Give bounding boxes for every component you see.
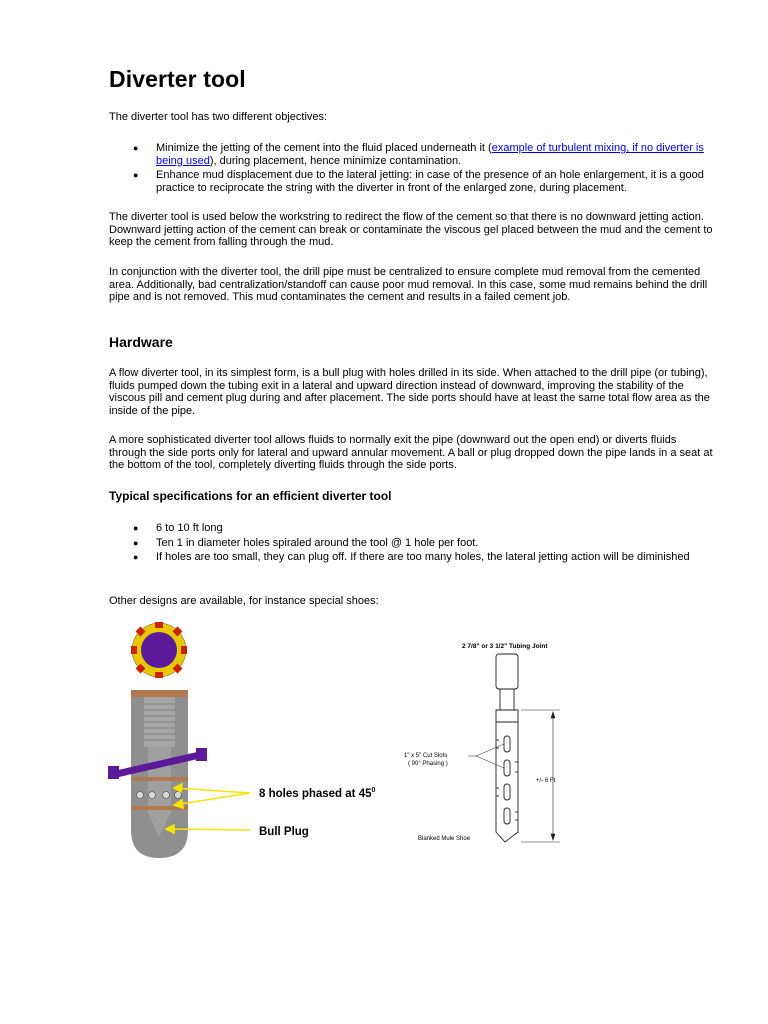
- bull-plug-label: Bull Plug: [259, 826, 309, 838]
- list-item: [109, 142, 714, 167]
- tubing-joint-outline: [496, 654, 518, 842]
- objective-text-end: ), during placement, hence minimize contamination.: [209, 154, 462, 167]
- paragraph: The diverter tool is used below the workstring to redirect the flow of the cement so that there is no downward jetting action. Downward jetting action of the cement can break or contaminate the viscous gel placed between the mud and the cement to keep the cement from falling through the mud.: [109, 211, 713, 249]
- section-heading: Hardware: [109, 334, 173, 350]
- length-dimension: [521, 710, 560, 842]
- holes-label: [259, 787, 376, 800]
- bullet-icon: ●: [133, 143, 139, 153]
- objective-text: Enhance mud displacement due to the lateral jetting: in case of the presence of an hole enlargement, it is a good practice to reciprocate the string with the diverter in front of the enlarged zone, during placement.: [156, 169, 704, 194]
- tool-body: [131, 690, 188, 858]
- list-item: [109, 551, 714, 564]
- objective-text-start: Minimize the jetting of the cement into the fluid placed underneath it (: [156, 142, 492, 154]
- paragraph: In conjunction with the diverter tool, the drill pipe must be centralized to ensure complete mud removal from the cemented area. Additionally, bad centralization/standoff can cause poor mud removal. In this case, some mud remains behind the drill pipe and is not removed. This mud contaminates the cement and results in a failed cement job.: [109, 266, 708, 304]
- subsection-heading: Typical specifications for an efficient diverter tool: [109, 489, 392, 503]
- mule-shoe-diagram: [400, 632, 600, 852]
- paragraph: A flow diverter tool, in its simplest form, is a bull plug with holes drilled in its side. When attached to the drill pipe (or tubing), fluids pumped down the tubing exit in a lateral and upward direction instead of downward, improving the stability of the viscous pill and cement plug during and after placement. The side ports should have at least the same total flow area as the inside of the pipe.: [109, 367, 710, 417]
- spec-text: Ten 1 in diameter holes spiraled around the tool @ 1 hole per foot.: [156, 536, 479, 549]
- holes-label-superscript: 0: [371, 787, 376, 794]
- port-ring-top-view: [131, 622, 187, 678]
- turbulent-mixing-link[interactable]: example of turbulent mixing, if no diverter is being used: [156, 142, 704, 167]
- mule-shoe-label: Blanked Mule Shoe: [418, 836, 471, 842]
- bullet-icon: ●: [133, 537, 139, 548]
- bullet-icon: ●: [133, 523, 139, 533]
- page-title: Diverter tool: [109, 66, 246, 92]
- slots-label: 1" x 5" Cut Slots: [404, 753, 448, 759]
- tubing-joint-label: 2 7/8" or 3 1/2" Tubing Joint: [462, 643, 548, 650]
- list-item: [109, 522, 714, 535]
- bullet-icon: ●: [133, 552, 139, 563]
- list-item: [109, 169, 714, 194]
- list-item: [109, 537, 714, 550]
- objectives-list: [109, 142, 714, 196]
- specs-list: [109, 522, 714, 566]
- intro-text: The diverter tool has two different objectives:: [109, 111, 328, 123]
- spec-text: If holes are too small, they can plug off. If there are too many holes, the lateral jetting action will be diminished: [156, 551, 690, 564]
- bull-plug-diagram: [100, 612, 390, 862]
- spec-text: 6 to 10 ft long: [156, 522, 223, 534]
- phasing-label: ( 90° Phasing ): [408, 761, 448, 767]
- length-label: +/- 6 Ft: [536, 778, 556, 784]
- paragraph: A more sophisticated diverter tool allows fluids to normally exit the pipe (downward out the open end) or diverts fluids through the side ports only for lateral and upward annular movement. A ball or plug dropped down the pipe lands in a seat at the bottom of the tool, completely diverting fluids through the side ports.: [109, 434, 713, 472]
- paragraph: Other designs are available, for instance special shoes:: [109, 595, 379, 607]
- holes-label-text: 8 holes phased at 45: [259, 788, 372, 800]
- bullet-icon: ●: [133, 170, 139, 181]
